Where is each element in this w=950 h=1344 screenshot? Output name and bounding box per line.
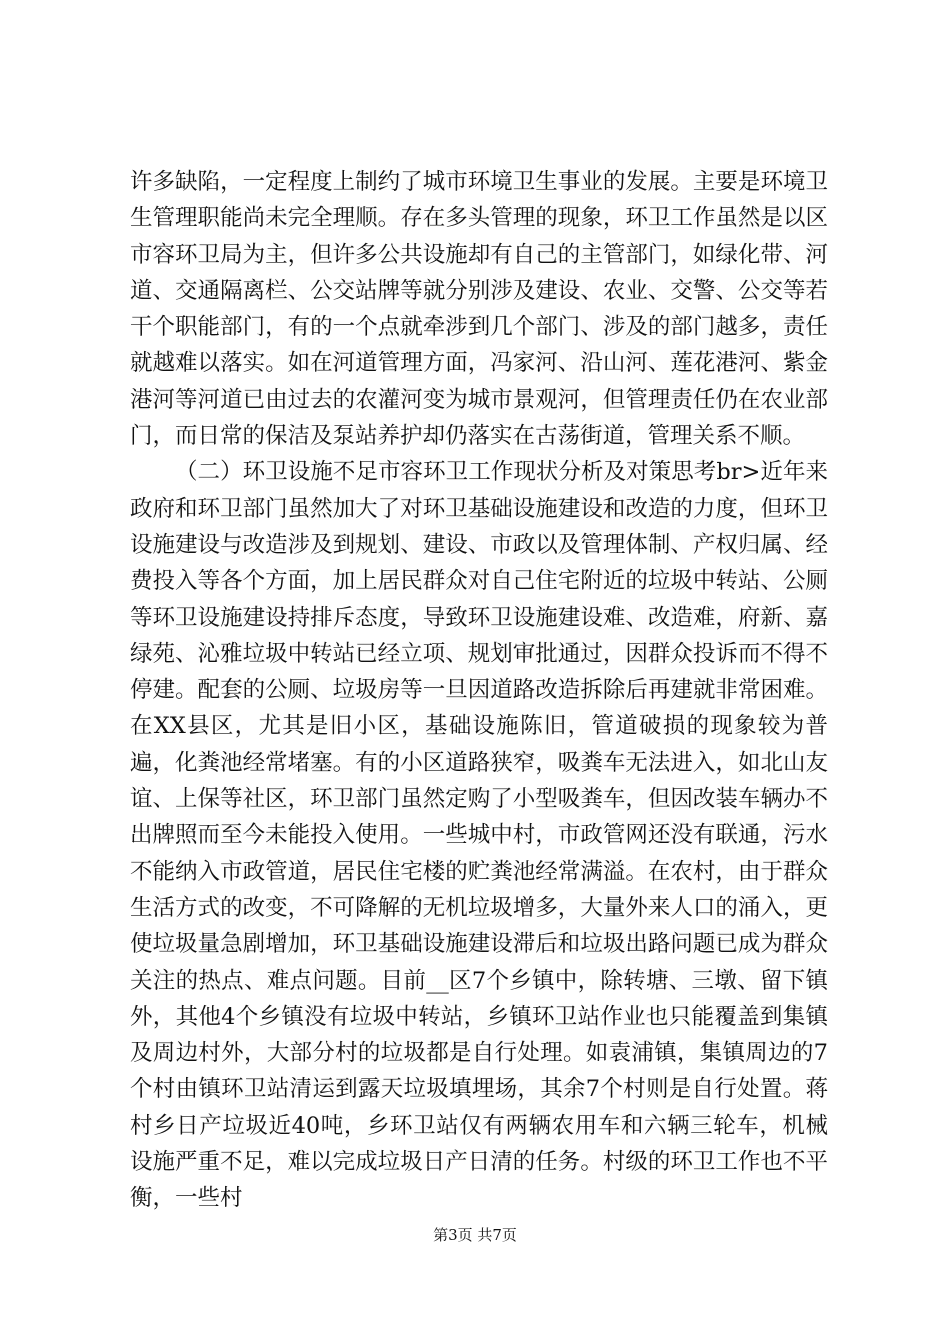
paragraph-facility-shortage: （二）环卫设施不足市容环卫工作现状分析及对策思考br>近年来政府和环卫部门虽然加大了对环卫基础设施建设和改造的力度，但环卫设施建设与改造涉及到规划、建设、市政以及管理体制、产权归属、经费投入等各个方面，加上居民群众对自己住宅附近的垃圾中转站、公厕等环卫设施建设持排斥态度，导致环卫设施建设难、改造难，府新、嘉绿苑、沁雅垃圾中转站已经立项、规划审批通过，因群众投诉而不得不停建。配套的公厕、垃圾房等一旦因道路改造拆除后再建就非常困难。在XX县区，尤其是旧小区，基础设施陈旧，管道破损的现象较为普遍，化粪池经常堵塞。有的小区道路狭窄，吸粪车无法进入，如北山友谊、上保等社区，环卫部门虽然定购了小型吸粪车，但因改装车辆办不出牌照而至今未能投入使用。一些城中村，市政管网还没有联通，污水不能纳入市政管道，居民住宅楼的贮粪池经常满溢。在农村，由于群众生活方式的改变，不可降解的无机垃圾增多，大量外来人口的涌入，更使垃圾量急剧增加，环卫基础设施建设滞后和垃圾出路问题已成为群众关注的热点、难点问题。目前__区7个乡镇中，除转塘、三墩、留下镇外，其他4个乡镇没有垃圾中转站，乡镇环卫站作业也只能覆盖到集镇及周边村外，大部分村的垃圾都是自行处理。如袁浦镇，集镇周边的7个村由镇环卫站清运到露天垃圾填埋场，其余7个村则是自行处置。蒋村乡日产垃圾近40吨，乡环卫站仅有两辆农用车和六辆三轮车，机械设施严重不足，难以完成垃圾日产日清的任务。村级的环卫工作也不平衡，一些村 <box>130 459 828 1212</box>
paragraph-management-issues: 许多缺陷，一定程度上制约了城市环境卫生事业的发展。主要是环境卫生管理职能尚未完全理顺。存在多头管理的现象，环卫工作虽然是以区市容环卫局为主，但许多公共设施却有自己的主管部门，如绿化带、河道、交通隔离栏、公交站牌等就分别涉及建设、农业、交警、公交等若干个职能部门，有的一个点就牵涉到几个部门、涉及的部门越多，责任就越难以落实。如在河道管理方面，冯家河、沿山河、莲花港河、紫金港河等河道已由过去的农灌河变为城市景观河，但管理责任仍在农业部门，而日常的保洁及泵站养护却仍落实在古荡街道，管理关系不顺。 <box>130 169 828 450</box>
document-body <box>130 164 828 1217</box>
page-footer: 第3页 共7页 <box>433 1226 517 1244</box>
